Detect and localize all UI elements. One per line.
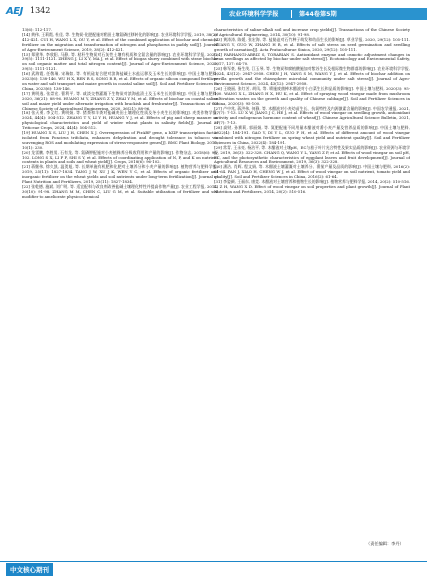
reference-item: [30] 潘洁, 肖辉, 程文娟, 等. 木醋液土壤灌溉对土壤养分、番茄产量及品质的影响[J]. 中国土壤与肥料, 2016(2): 61-64. PAN J, XIAO H, CHENG W J, et al. Effect of wood vinegar on soil nutrient, tomato yield and quality[J]. Soil and Fertilizer Sciences in China, 2016(2): 61-64. [214, 164, 410, 180]
core-journal-tag: 中文核心期刊 [6, 563, 53, 576]
reference-item: [22] 张乾德, 施斌, 刘广明, 等. 适宜配料与改良剂改善盐碱土壤理化特性并提高作物产量[J]. 农业工程学报, 2014, 30(10): 91-98. ZHANG M M, CHEN C, LIU G M, et al. Suitable utilization of fertilizer and soil modifier to ameliorate physicochemical [22, 184, 218, 199]
reference-item: [18] 张天勇, 李义红, 黄明娟, 等. 猪粪和羊粪对盐碱麦田土壤理化性质及冬小麦生长的影响[J]. 麦类作物学报, 2024, 44(4): 504-512. ZHANG T Y, LI Y H, HUANG Y J, et al. Effects of pig and sheep manure on physiological characteristics and yield of winter wheat plants in salinity fields[J]. Journal of Triticeae Crops, 2024, 44(4): 504-512. [22, 110, 218, 131]
journal-logo: AEJ [6, 6, 23, 17]
page-footer [0, 549, 427, 579]
reference-item: [26] 王晓丽, 张红芳, 胡凤, 等. 喷施废菌棒木醋液对小白菜生长和品质的影响[J]. 中国土壤与肥料, 2020(3): 95-100. WANG X L, ZHANG H X, HU K, et al. Effect of spraying wood vinegar made from mushroom cultivation wastes on the growth and quality of Chinese cabbage[J]. Soil and Fertilizer Sciences in China, 2020(3): 95-100. [214, 85, 410, 106]
footer-divider [0, 561, 427, 562]
reference-item: characteristics of saline-alkali soil and increase crop yields[J]. Transactions of the Chinese Society of Agricultural Engineering, 2014, 30(10): 91-98. [214, 28, 410, 37]
reference-item: [31] 李姿颜, 王福东, 康竞. 木醋液对土壤营养和植物生长的影响[J]. 植物营养与肥料学报, 2014, 20(2): 510-516. LI Z H, WANG X D. Effect of wood vinegar on soil properties and plant growth[J]. Journal of Plant Nutrition and Fertilizers, 2014, 20(2): 510-516. [214, 179, 410, 194]
banner-divider [291, 10, 292, 18]
editor-note: （责任编辑：李丹） [366, 541, 404, 546]
page-header [0, 0, 427, 26]
reference-item: [23] 黄涛涛, 陈媛, 张宏海, 等. 盐胁迫对石竹种子萌发和幼苗生长的影响[J]. 草业学报, 2020, 29(12): 105-111. HUANG Y, GUO W, ZHANG H R, et al. Effects of salt stress on seed germination and seedling growth of carnation[J]. Acta Prataculturae Sinica, 2020, 29(12): 105-111. [214, 36, 410, 52]
reference-item: [27] 卢中兆, 蒋洪伟, 何静, 等. 木醋液对小麦幼苗生长、抗氧特性及内源激素含量的影响[J]. 中国农学通报, 2021, 37(7): 7-13. LU X W, JIANG J C, HE J, et al. Effects of wood vinegar on seedling growth, antioxidant activity and endogenous hormone content of wheat[J]. Chinese Agricultural Science Bulletin, 2021, 37(7): 7-13. [214, 105, 410, 126]
reference-item: [24] FARHANGI-ABRIZ S, TORABIAN S. Antioxidant enzyme and osmotic adjustment changes in bean seedlings as affected by biochar under salt stress[J]. Ecotoxicology and Environmental Safety, 2017, 137: 64-70. [214, 51, 410, 67]
reference-item: [15] 郑建华, 李欣阳, 马静, 等. 秸秆生物炭对石灰性土壤有机质和全氮含量的影响[J]. 农业环境科学学报, 2020, 39(5): 1111-1121. ZHENG J, LI X Y, MA J, et al. Effect of biogas slurry combined with straw biochar on soil organic matter and total nitrogen content[J]. Journal of Agro-Environment Science, 2020, 39(5): 1111-1121. [22, 51, 218, 72]
reference-item: [16] 武海霞, 任敬瑞, 宋瑞如, 等. 有机硅复合肥对滨海盐碱土水盐运移及玉米生长的影响[J]. 中国土壤与肥料, 2023(6): 138-146. WU H X, REN R S, SONG R R, et al. Effects of organic silicon compound fertilizer on water and salt transport and maize growth in coastal saline soil[J]. Soil and Fertilizer Sciences in China, 2023(6): 138-146. [22, 71, 218, 91]
journal-issue: 第44卷第5期 [299, 11, 337, 18]
references-left-column [22, 28, 218, 533]
reference-item: [29] 常青, 王永亮, 杨治平, 等. 木醋液对土壤pH、EC与茄子叶片光合特性及果实品质的影响[J]. 农业资源与环境学报, 2019, 36(3): 322-328. CHANG Q, WANG Y L, YANG Z P, et al. Effects of wood vinegar on soil pH, EC, and the photosynthetic characteristics of eggplant leaves and fruit development[J]. Journal of Agricultural Resources and Environment, 2019, 36(3): 322-328. [214, 144, 410, 165]
reference-item: [14] 黄伟, 王莉霞, 杜佳, 等. 生物炭-化肥配施对稻田土壤氮磷迁移转化的影响[J]. 农业环境科学学报, 2019, 38(2): 412-421. CUI H, WANG L X, OU Y, et al. Effect of the combined application of biochar and chemical fertilizer on the migration and transformation of nitrogen and phosphorus in paddy soil[J]. Journal of Agro-Environment Science, 2019, 38(2): 412-421. [22, 31, 218, 52]
reference-item: [17] 黄明逸, 张崇宏, 曹利平, 等. 咸淡交替灌溉下生物炭对滨海盐渍土及玉米生长的影响[J]. 中国土壤与肥料, 2020, 36(21): 88-96. HUANG M Y, ZHANG Z Y, ZHAI Y M, et al. Effects of biochar on coastal saline soil and maize yield under alternate irrigation with brackish and freshwater[J]. Transactions of the Chinese Society of Agricultural Engineering, 2020, 36(21): 88-96. [22, 90, 218, 111]
journal-name: 农业环境科学学报 [229, 11, 279, 18]
reference-item: [19] HUANG X S, LIU J H, CHEN X J. Overexpression of PtrABF gene, a bZIP transcription factor isolated from Poncirus trifoliata, enhances dehydration and drought tolerance in tobacco via scavenging ROS and modulating expression of stress-responsive genes[J]. BMC Plant Biology, 2010, 10(1): 230. [22, 130, 218, 150]
reference-item: 13(6): 112-117. [22, 28, 53, 32]
page-number: 1342 [30, 6, 51, 15]
reference-item: [21] 蒋继伟, 徐久凯, 温贺旭, 等. 长期单施有机肥和化肥对土壤养分和小麦产量的影响[J]. 植物营养与肥料学报, 2019, 25(11): 1827-1834. TANG J W, XU J K, WEN Y C, et al. Effects of organic fertilizer and inorganic fertilizer on the wheat yields and soil nutrients under long-term fertilization[J]. Journal of Plant Nutrition and Fertilizers, 2019, 25(11): 1827-1834. [22, 164, 218, 185]
reference-item: [25] 韩军豪, 杨生茂, 江玉琴, 等. 生物炭和腐植酸施加对紫苏生长及根际微生物群落的影响[J]. 农业环境科学学报, 2024, 43(12): 2947-2958. CHEN J H, YANG S M, WANG Y J, et al. Effects of biochar addition on perilla growth and the rhizosphere microbial community under salt stress[J]. Journal of Agro-Environment Science, 2024, 43(12): 2947-2958. [214, 66, 410, 86]
reference-item: [20] 龙雷鹏, 李胜男, 石有龙, 等. 氮磷钾配施对小麦植株养分吸收利用和产量的影响[J]. 作物杂志, 2018(6): 96-102. LONG S X, LI F F, SHI S Y, et al. Effects of coordinating application of N, P, and K on nutrient contents in plants and soils and wheat yield[J]. Crops, 2018(6): 96-102. [22, 149, 218, 165]
reference-item: [28] 高财, 孙赛莉, 郭丽娟, 等. 氮肥配施不同用量木醋液对番小麦产量及营养品质的影响[J]. 中国土壤与肥料, 2022(4): 184-191. GAO Y, DI Y L, GUO F H, et al. Effects of different amount of wood vinegar combined with nitrogen fertilizer on spring wheat yield and nutrient quality[J]. Soil and Fertilizer Sciences in China, 2022(4): 184-191. [214, 125, 410, 145]
journal-banner [221, 8, 427, 20]
references-right-column [214, 28, 410, 533]
